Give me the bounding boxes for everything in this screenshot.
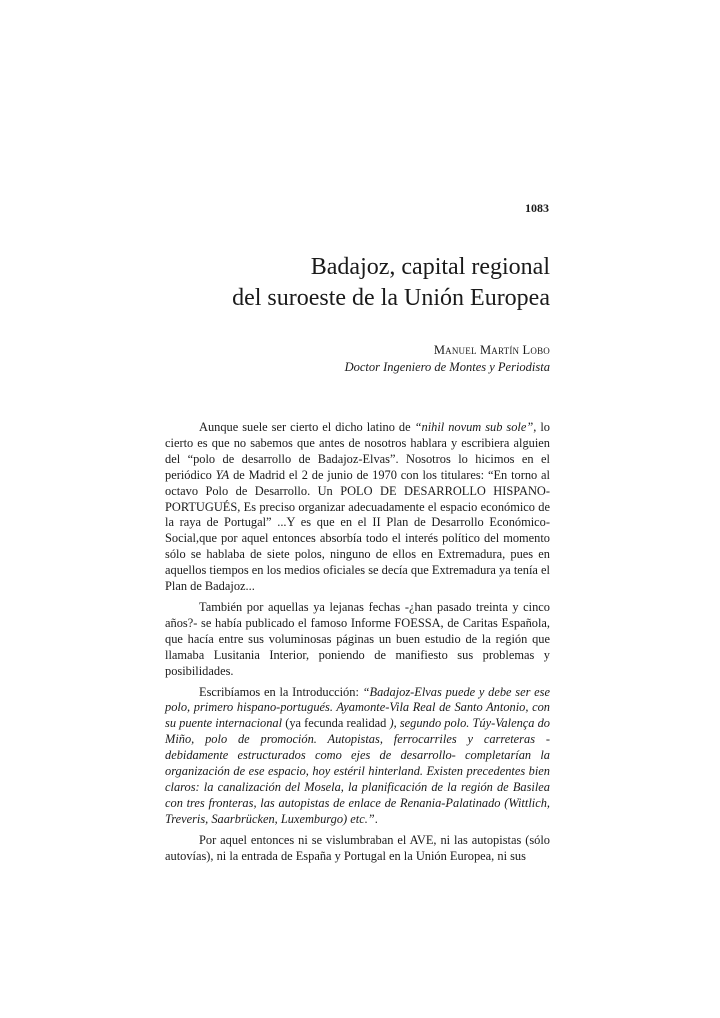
p3-text-c: (ya fecunda realidad bbox=[282, 716, 390, 731]
p3-italic-b: “Badajoz-Elvas puede y debe ser ese polo, primero hispano-portugués. Ayamonte-Vila Real de Santo Antonio, con su puente internacional bbox=[165, 684, 551, 731]
paragraph-1 bbox=[165, 420, 550, 595]
p1-text-a: Aunque suele ser cierto el dicho latino de bbox=[199, 420, 415, 434]
p3-text-e: . bbox=[374, 811, 378, 826]
paragraph-2: También por aquellas ya lejanas fechas -¿han pasado treinta y cinco años?- se había publicado el famoso Informe FOESSA, de Caritas Española, que hacía entre sus voluminosas páginas un buen estudio de la región que llamaba Lusitania Interior, poniendo de manifiesto sus problemas y posibilidades. bbox=[165, 599, 550, 678]
article-body bbox=[165, 420, 550, 869]
author-block bbox=[150, 342, 550, 376]
p1-italic-newspaper: YA bbox=[215, 467, 230, 482]
p3-italic-d: ), segundo polo. Túy-Valença do Miño, polo de promoción. Autopistas, ferrocarriles y carreteras -debidamente estructurados como ejes de desarrollo- completarían la organización de ese espacio, hoy estéril hinterland. Existen precedentes bien claros: la canalización del Mosela, la planificación de la región de Basilea con tres fronteras, las autopistas de enlace de Renania-Palatinado (Wittlich, Treveris, Saarbrücken, Luxemburgo) etc.” bbox=[165, 716, 550, 826]
author-role: Doctor Ingeniero de Montes y Periodista bbox=[344, 360, 550, 374]
page-number: 1083 bbox=[525, 201, 549, 215]
author-name: Manuel Martín Lobo bbox=[433, 343, 550, 357]
paragraph-3 bbox=[165, 685, 550, 828]
title-line-1: Badajoz, capital regional bbox=[310, 254, 550, 280]
paragraph-4: Por aquel entonces ni se vislumbraban el AVE, ni las autopistas (sólo autovías), ni la entrada de España y Portugal en la Unión Europea, ni sus bbox=[165, 832, 550, 863]
article-title bbox=[130, 252, 550, 314]
p3-text-a: Escribíamos en la Introducción: bbox=[199, 684, 363, 699]
p1-text-e: de Madrid el 2 de junio de 1970 con los titulares: “En torno al octavo Polo de Desarrollo. Un POLO DE DESARROLLO HISPANO-PORTUGUÉS, Es preciso organizar adecuadamente el espacio económico de la raya de Portugal” ...Y es que en el II Plan de Desarrollo Económico-Social,que por aquel entonces absorbía todo el interés político del momento sólo se hablaba de siete polos, ninguno de ellos en Extremadura, pues en aquellos tiempos en los medios oficiales se decía que Extremadura ya tenía el Plan de Badajoz... bbox=[165, 467, 551, 594]
title-line-2: del suroeste de la Unión Europea bbox=[232, 285, 550, 311]
p1-italic-quote: “nihil novum sub sole” bbox=[414, 420, 534, 434]
p1-text-c: , lo cierto es que no sabemos que antes de nosotros hablara y escribiera alguien del “polo de desarrollo de Badajoz-Elvas”. Nosotros lo hicimos en el periódico bbox=[165, 420, 551, 482]
